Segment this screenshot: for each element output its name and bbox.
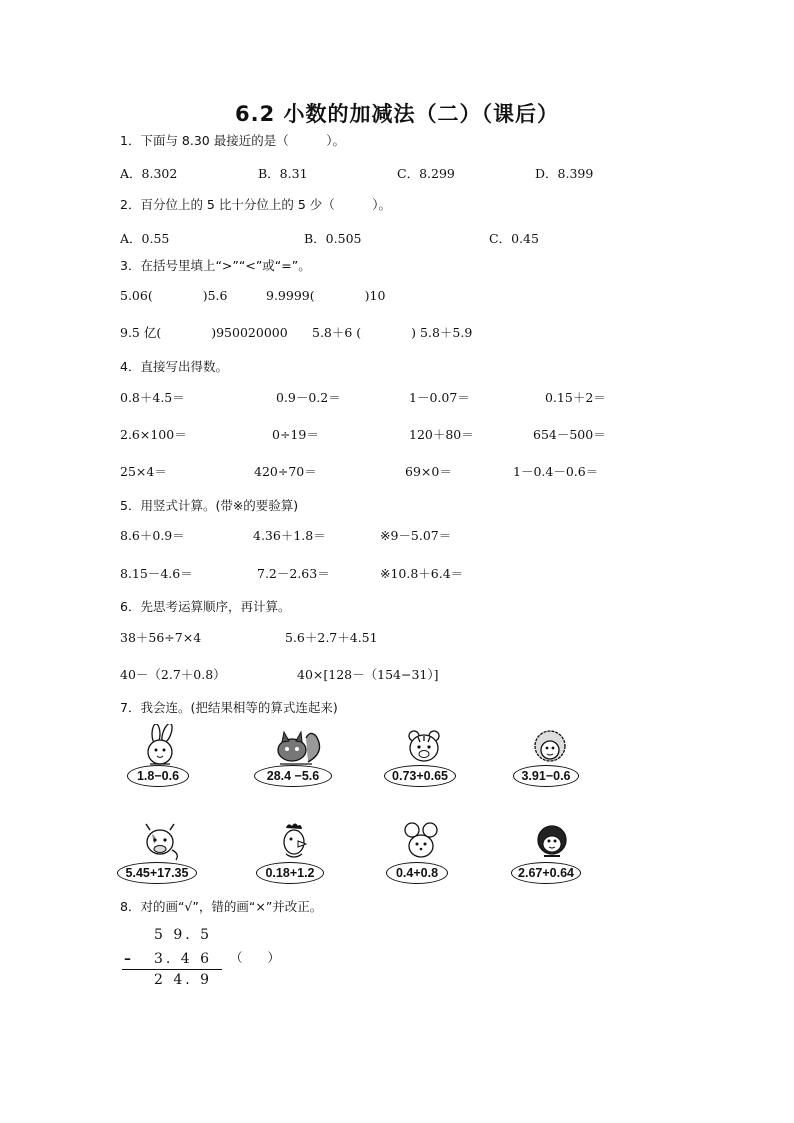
expr-oval[interactable]: 1.8−0.6 [127, 765, 189, 787]
expr-oval[interactable]: 5.45+17.35 [117, 862, 197, 884]
q5-item: 4.36＋1.8＝ [253, 528, 326, 543]
q4-item: 2.6×100＝ [120, 427, 187, 442]
q6-item: 40×[128－（154−31）] [297, 667, 439, 682]
q5-stem: 5．用竖式计算。(带※的要验算) [120, 498, 299, 513]
q5-item: 7.2－2.63＝ [257, 566, 330, 581]
q4-item: 120＋80＝ [409, 427, 474, 442]
q4-item: 25×4＝ [120, 464, 167, 479]
q4-item: 0÷19＝ [272, 427, 319, 442]
q3-item-1: 5.06( )5.6 [120, 288, 228, 303]
expr-oval[interactable]: 2.67+0.64 [511, 862, 581, 884]
q6-item: 40－（2.7＋0.8） [120, 667, 226, 682]
vertical-row-3: 2 4. 9 [154, 972, 213, 988]
q3-stem: 3．在括号里填上“>”“<”或“=”。 [120, 258, 311, 273]
q1-option-b: B．8.31 [258, 166, 308, 181]
vertical-divider [122, 969, 222, 970]
q6-item: 38＋56÷7×4 [120, 630, 202, 645]
q6-stem: 6．先思考运算顺序，再计算。 [120, 599, 291, 614]
q4-item: 0.15＋2＝ [545, 390, 606, 405]
q6-item: 5.6＋2.7＋4.51 [285, 630, 378, 645]
q4-item: 0.8＋4.5＝ [120, 390, 185, 405]
expr-oval[interactable]: 0.18+1.2 [256, 862, 324, 884]
q4-stem: 4．直接写出得数。 [120, 359, 228, 374]
q5-item: 8.15－4.6＝ [120, 566, 193, 581]
q7-stem: 7．我会连。(把结果相等的算式连起来) [120, 700, 338, 715]
q4-item: 1－0.4－0.6＝ [513, 464, 599, 479]
q1-option-d: D．8.399 [535, 166, 594, 181]
q1-option-c: C．8.299 [397, 166, 455, 181]
q1-option-a: A．8.302 [120, 166, 178, 181]
q4-item: 1－0.07＝ [409, 390, 470, 405]
q5-item: ※10.8＋6.4＝ [380, 566, 464, 581]
vertical-row-1: 5 9. 5 [154, 927, 213, 943]
q2-option-b: B．0.505 [304, 231, 362, 246]
q3-item-3: 9.5 亿( )950020000 [120, 325, 288, 340]
minus-sign: – [124, 951, 131, 967]
expr-oval[interactable]: 3.91−0.6 [513, 765, 579, 787]
q2-stem: 2．百分位上的 5 比十分位上的 5 少（ ）。 [120, 197, 392, 212]
q5-item: ※9－5.07＝ [380, 528, 452, 543]
q8-stem: 8．对的画“√”，错的画“×”并改正。 [120, 899, 323, 914]
q5-item: 8.6＋0.9＝ [120, 528, 185, 543]
q4-item: 420÷70＝ [254, 464, 317, 479]
q4-item: 69×0＝ [405, 464, 452, 479]
q4-item: 0.9－0.2＝ [276, 390, 341, 405]
answer-blank[interactable]: （ ） [230, 950, 281, 965]
expr-oval[interactable]: 28.4 −5.6 [254, 765, 332, 787]
expr-oval[interactable]: 0.73+0.65 [384, 765, 456, 787]
expr-oval[interactable]: 0.4+0.8 [386, 862, 448, 884]
q2-option-a: A．0.55 [120, 231, 170, 246]
q4-item: 654－500＝ [533, 427, 606, 442]
vertical-row-2: 3. 4 6 [154, 951, 213, 967]
q2-option-c: C．0.45 [489, 231, 539, 246]
page-title: 6.2 小数的加减法（二）（课后） [234, 102, 559, 126]
q3-item-4: 5.8＋6 ( ) 5.8＋5.9 [312, 325, 473, 340]
q1-stem: 1．下面与 8.30 最接近的是（ ）。 [120, 133, 345, 148]
q3-item-2: 9.9999( )10 [266, 288, 386, 303]
